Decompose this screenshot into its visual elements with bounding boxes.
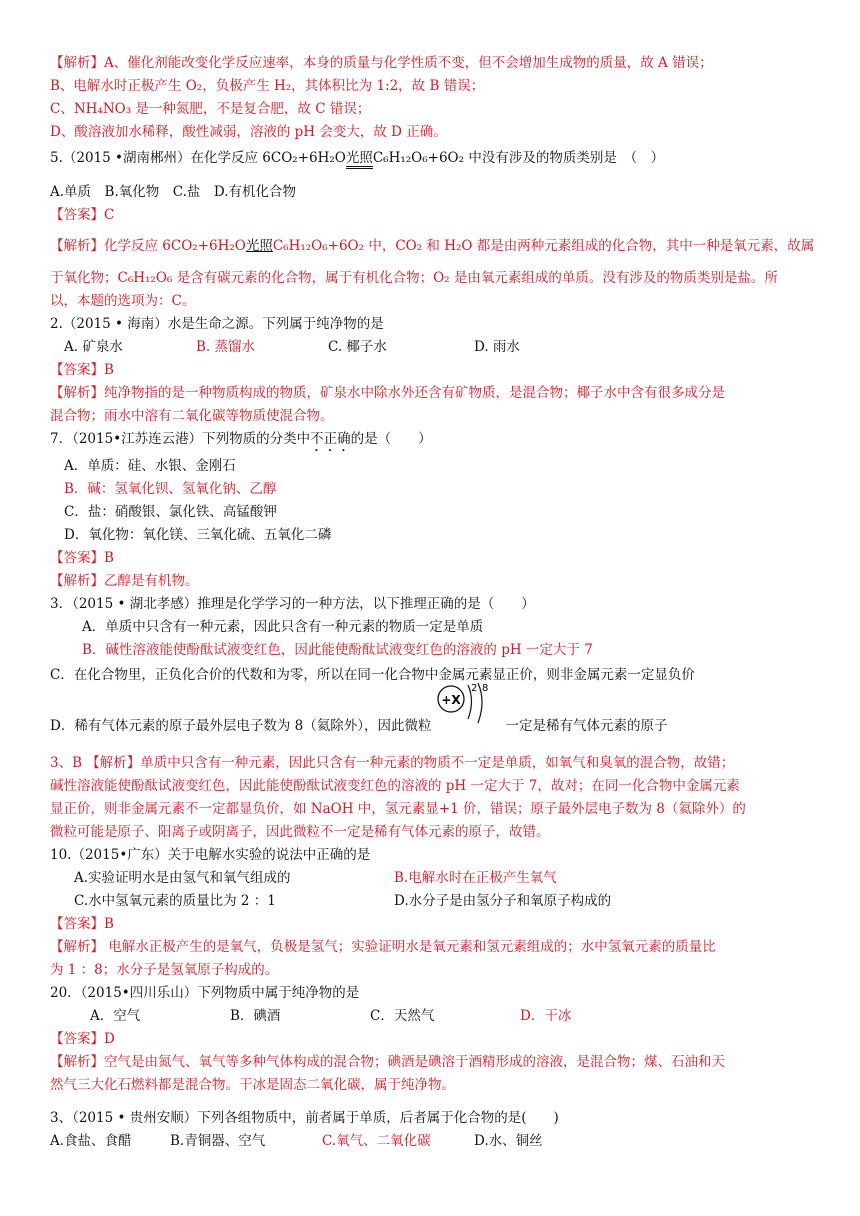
analysis-line: 以，本题的选项为：C。	[50, 293, 196, 309]
analysis-line: 然气三大化石燃料都是混合物。干冰是固态二氧化碳，属于纯净物。	[50, 1077, 455, 1093]
atom-shell-2-count: 8	[482, 683, 489, 694]
options	[50, 1130, 820, 1153]
stem-part: 5.（2015 •湖南郴州）在化学反应 6CO₂+6H₂O	[50, 150, 346, 166]
option-c: C.水中氢氧元素的质量比为 2 ：1	[74, 893, 276, 909]
option-a: A．空气	[90, 1008, 141, 1024]
option-a: A.食盐、食醋	[50, 1133, 132, 1149]
analysis-block-prev	[50, 52, 820, 144]
stem-part: 的是（ ）	[350, 431, 432, 447]
option-d: D．干冰	[520, 1008, 572, 1024]
answer: 【答案】B	[50, 362, 114, 378]
options-row-2	[50, 890, 820, 913]
option-d: D．氧化物：氧化镁、三氧化硫、五氧化二磷	[64, 527, 332, 543]
emphasis-text: 不正确	[310, 431, 351, 447]
option-a: A．单质：硅、水银、金刚石	[64, 458, 236, 474]
question-stem: 3．（2015 • 湖北孝感）推理是化学学习的一种方法，以下推理正确的是（ ）	[50, 596, 535, 612]
option-a: A．单质中只含有一种元素，因此只含有一种元素的物质一定是单质	[82, 619, 484, 635]
question-stem: 20．（2015•四川乐山）下列物质中属于纯净物的是	[50, 985, 360, 1001]
analysis-part: C₆H₁₂O₆+6O₂ 中，CO₂ 和 H₂O 都是由两种元素组成的化合物，其中一种是氧元素，故属	[272, 238, 815, 254]
question-stem	[50, 428, 820, 455]
analysis-line: 【解析】纯净物指的是一种物质构成的物质，矿泉水中除水外还含有矿物质，是混合物；椰子水中含有很多成分是	[50, 385, 725, 401]
option-b: B．碱性溶液能使酚酞试液变红色，因此能使酚酞试液变红色的溶液的 pH 一定大于 7	[82, 642, 593, 658]
analysis-line: 微粒可能是原子、阳离子或阴离子，因此微粒不一定是稀有气体元素的原子，故错。	[50, 824, 550, 840]
options: A.单质 B.氧化物 C.盐 D.有机化合物	[50, 184, 297, 200]
option-b: B.电解水时在正极产生氧气	[394, 870, 557, 886]
atom-structure-diagram	[435, 677, 501, 759]
analysis-line: 显正价，则非金属元素不一定都显负价，如 NaOH 中，氢元素显+1 价，错误；原子最外层电子数为 8（氦除外）的	[50, 801, 746, 817]
stem-part: 7．（2015•江苏连云港）下列物质的分类中	[50, 431, 311, 447]
question-7	[50, 428, 820, 593]
analysis-line: 碱性溶液能使酚酞试液变红色，因此能使酚酞试液变红色的溶液的 pH 一定大于 7，故对；在同一化合物中金属元素	[50, 778, 740, 794]
option-c: C．在化合物里，正负化合价的代数和为零，所以在同一化合物中金属元素显正价，则非金属元素一定显负价	[50, 667, 695, 683]
analysis-line: 【解析】 电解水正极产生的是氧气，负极是氢气；实验证明水是氧元素和氢元素组成的；水中氢氧元素的质量比	[50, 939, 716, 955]
option-b: B.青铜器、空气	[170, 1133, 266, 1149]
question-2	[50, 313, 820, 428]
option-c: C．盐：硝酸银、氯化铁、高锰酸钾	[64, 504, 277, 520]
reaction-condition: 光照	[245, 238, 273, 254]
document-page	[50, 52, 820, 1153]
options	[50, 336, 820, 359]
option-a: A. 矿泉水	[64, 339, 123, 355]
question-stem: 2.（2015 • 海南）水是生命之源。下列属于纯净物的是	[50, 316, 384, 332]
analysis-line: C、NH₄NO₃ 是一种氮肥，不是复合肥，故 C 错误；	[50, 101, 371, 117]
option-b: B. 蒸馏水	[196, 339, 256, 355]
analysis-line: 3、B 【解析】单质中只含有一种元素，因此只含有一种元素的物质不一定是单质，如氧气和臭氧的混合物，故错；	[50, 755, 735, 771]
analysis-line: B、电解水时正极产生 O₂，负极产生 H₂，其体积比为 1:2，故 B 错误；	[50, 78, 485, 94]
answer: 【答案】C	[50, 207, 115, 223]
option-b: B．碱：氢氧化钡、氢氧化钠、乙醇	[64, 481, 277, 497]
option-d-text: 一定是稀有气体元素的原子	[505, 718, 668, 734]
analysis-line: 混合物；雨水中溶有二氧化碳等物质使混合物。	[50, 408, 334, 424]
question-3-guizhou	[50, 1107, 820, 1153]
option-d: D.水分子是由氢分子和氧原子构成的	[394, 893, 612, 909]
option-c: C. 椰子水	[328, 339, 387, 355]
option-d: D. 雨水	[474, 339, 520, 355]
answer: 【答案】B	[50, 550, 114, 566]
question-5	[50, 144, 820, 313]
question-3	[50, 593, 820, 844]
analysis-line: 【解析】空气是由氮气、氧气等多种气体构成的混合物；碘酒是碘溶于酒精形成的溶液，是混合物；煤、石油和天	[50, 1054, 725, 1070]
option-d	[50, 683, 820, 748]
option-d-text: D．稀有气体元素的原子最外层电子数为 8（氦除外），因此微粒	[50, 718, 432, 734]
question-stem	[50, 144, 820, 172]
answer: 【答案】B	[50, 916, 114, 932]
option-a: A.实验证明水是由氢气和氧气组成的	[74, 870, 291, 886]
atom-shell-1-count: 2	[471, 683, 478, 694]
analysis-line: D、酸溶液加水稀释，酸性减弱，溶液的 pH 会变大，故 D 正确。	[50, 124, 447, 140]
analysis-part: 【解析】化学反应 6CO₂+6H₂O	[50, 238, 246, 254]
option-b: B．碘酒	[230, 1008, 281, 1024]
analysis-line: 为 1 ：8；水分子是氢氧原子构成的。	[50, 962, 279, 978]
question-10	[50, 844, 820, 982]
atom-nucleus-label: +X	[441, 693, 462, 707]
analysis-line	[50, 233, 820, 259]
analysis-line: 【解析】A、催化剂能改变化学反应速率，本身的质量与化学性质不变，但不会增加生成物的质量，故 A 错误；	[50, 55, 713, 71]
stem-part: C₆H₁₂O₆+6O₂ 中没有涉及的物质类别是 （ ）	[372, 150, 665, 166]
question-stem: 10.（2015•广东）关于电解水实验的说法中正确的是	[50, 847, 371, 863]
analysis-line: 【解析】乙醇是有机物。	[50, 573, 199, 589]
options-row-1	[50, 867, 820, 890]
reaction-condition: 光照	[346, 150, 373, 169]
question-stem: 3、（2015 • 贵州安顺）下列各组物质中，前者属于单质，后者属于化合物的是( )	[50, 1110, 559, 1126]
analysis-line: 于氧化物；C₆H₁₂O₆ 是含有碳元素的化合物，属于有机化合物；O₂ 是由氧元素组成的单质。没有涉及的物质类别是盐。所	[50, 270, 778, 286]
answer: 【答案】D	[50, 1031, 115, 1047]
option-c: C.氧气、二氧化碳	[322, 1133, 431, 1149]
option-c: C．天然气	[370, 1008, 435, 1024]
question-20	[50, 982, 820, 1097]
option-d: D.水、铜丝	[474, 1133, 543, 1149]
options	[50, 1005, 820, 1028]
